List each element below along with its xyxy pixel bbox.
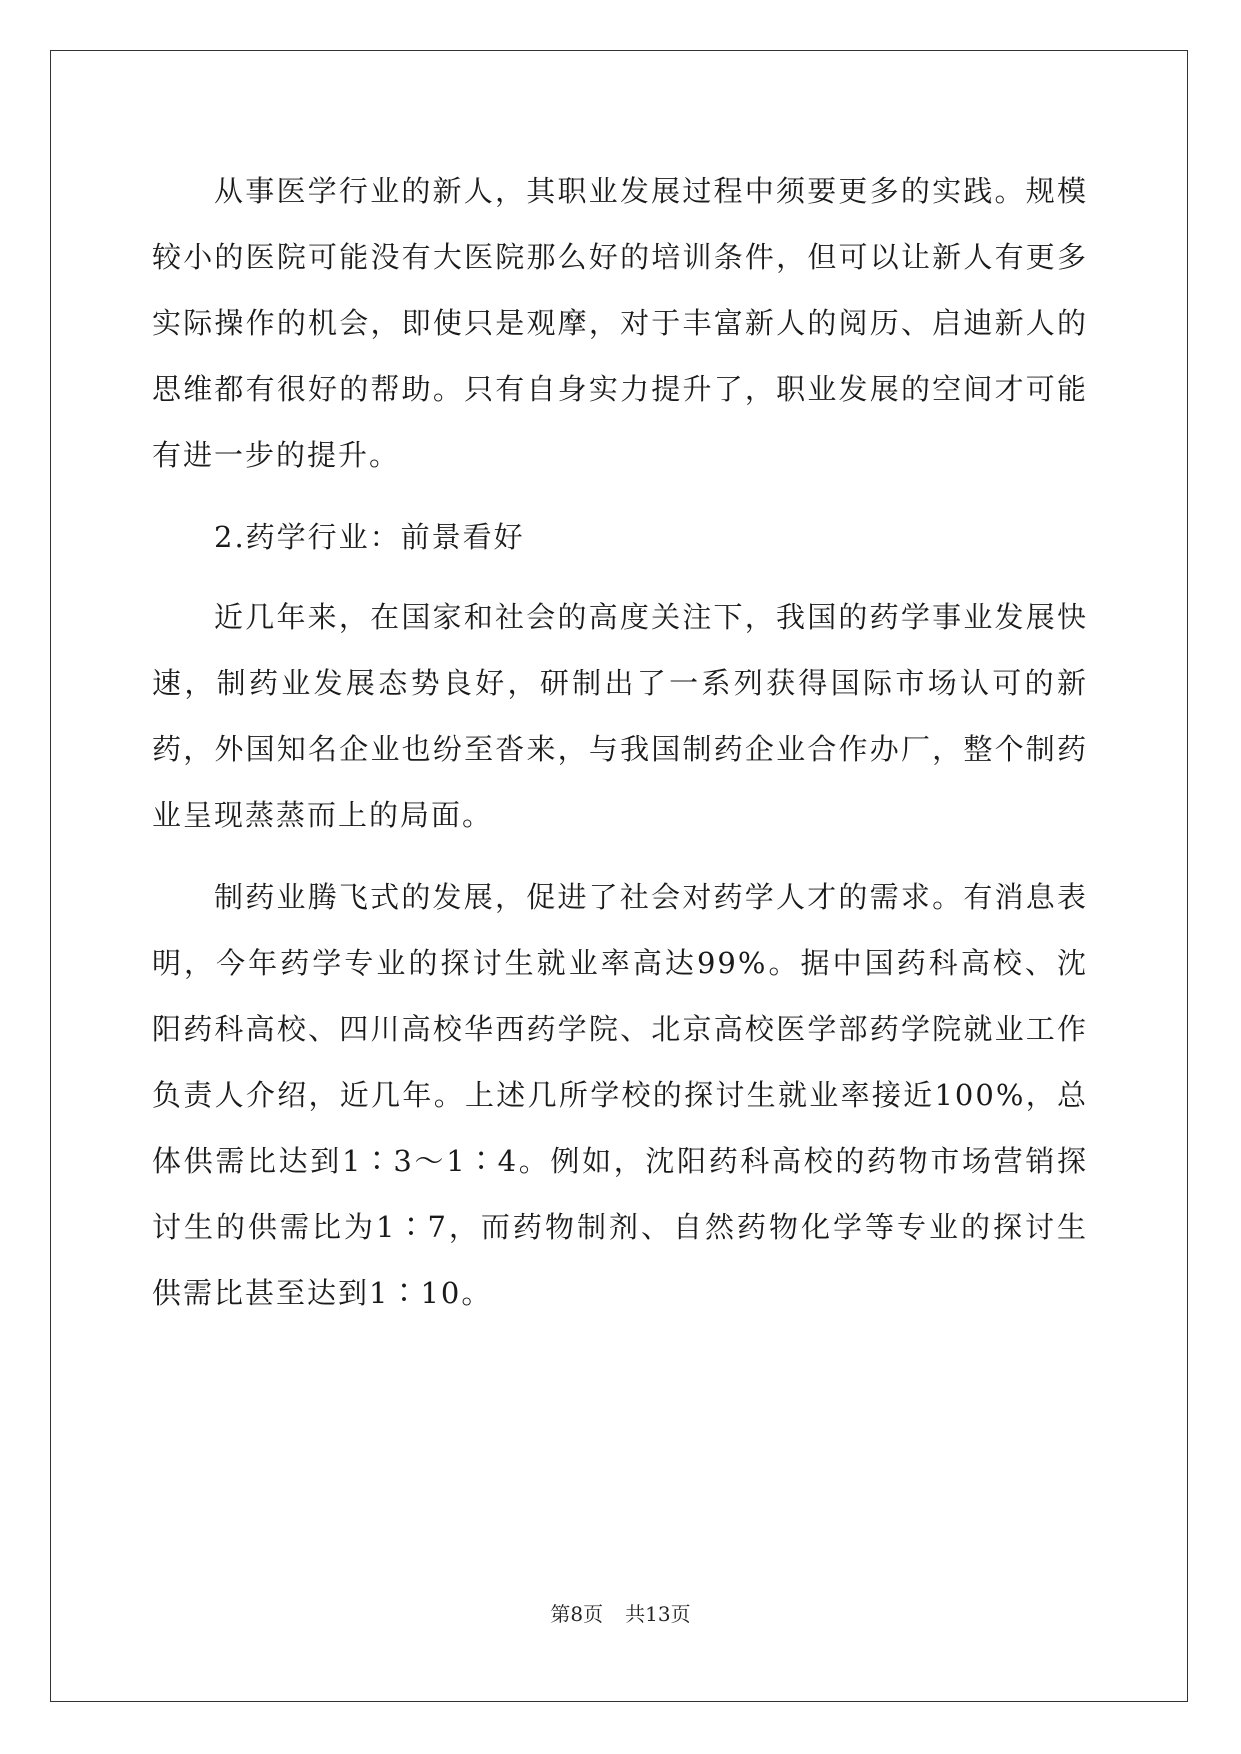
paragraph-medical-newcomers: 从事医学行业的新人，其职业发展过程中须要更多的实践。规模较小的医院可能没有大医院那么好的培训条件，但可以让新人有更多实际操作的机会，即使只是观摩，对于丰富新人的阅历、启迪新人的思维都有很好的帮助。只有自身实力提升了，职业发展的空间才可能有进一步的提升。 — [152, 174, 1088, 472]
page-footer — [0, 1598, 1241, 1627]
page-number: 第8页 — [550, 1602, 604, 1626]
paragraph-pharmacy-development: 近几年来，在国家和社会的高度关注下，我国的药学事业发展快速，制药业发展态势良好，研制出了一系列获得国际市场认可的新药，外国知名企业也纷至沓来，与我国制药企业合作办厂，整个制药业呈现蒸蒸而上的局面。 — [152, 600, 1088, 832]
paragraph-pharmacy-demand: 制药业腾飞式的发展，促进了社会对药学人才的需求。有消息表明，今年药学专业的探讨生就业率高达99%。据中国药科高校、沈阳药科高校、四川高校华西药学院、北京高校医学部药学院就业工作负责人介绍，近几年。上述几所学校的探讨生就业率接近100%，总体供需比达到1∶3～1∶4。例如，沈阳药科高校的药物市场营销探讨生的供需比为1∶7，而药物制剂、自然药物化学等专业的探讨生供需比甚至达到1∶10。 — [152, 880, 1088, 1310]
document-body — [152, 158, 1088, 1342]
page-total: 共13页 — [625, 1602, 691, 1626]
section-heading-pharmacy: 2.药学行业：前景看好 — [214, 520, 525, 554]
